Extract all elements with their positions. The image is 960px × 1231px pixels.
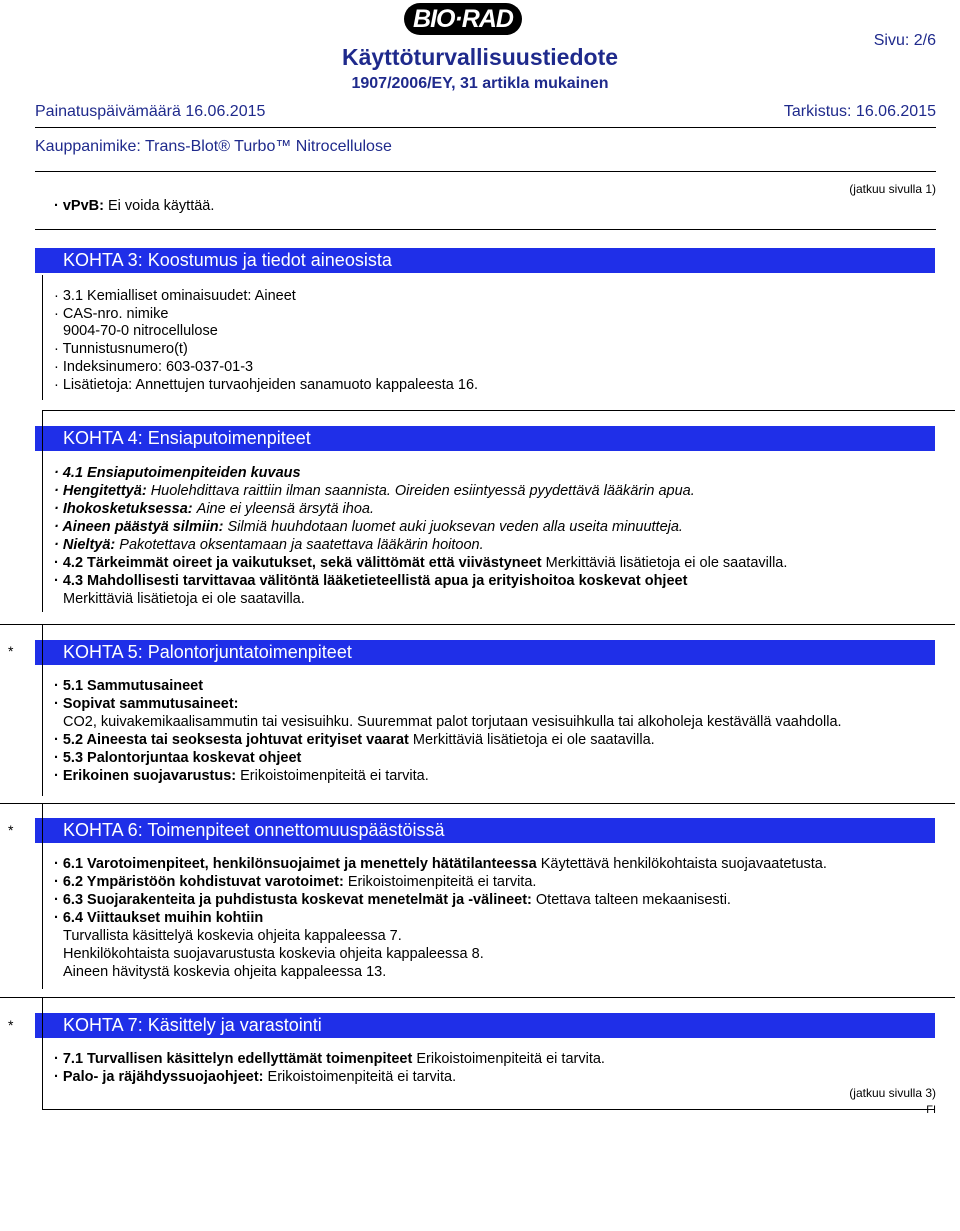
s7-line-2 [54, 1068, 456, 1086]
s3-line-1: · 3.1 Kemialliset ominaisuudet: Aineet [54, 288, 296, 304]
s3-line-5 [54, 358, 253, 376]
s4-heading-4-1: · 4.1 Ensiaputoimenpiteiden kuvaus [54, 465, 301, 481]
s3-cas-value: 9004-70-0 nitrocellulose [63, 323, 218, 339]
s7-change-marker: * [8, 1017, 14, 1033]
s3-line-6 [54, 376, 478, 394]
s6-line-3 [54, 891, 731, 909]
s3-info-value: Annettujen turvaohjeiden sanamuoto kappaleesta 16. [135, 377, 479, 393]
s6-6-3-text: Otettava talteen mekaanisesti. [535, 892, 731, 908]
s4-eyes-text: Silmiä huuhdotaan luomet auki juoksevan veden alla useita minuutteja. [227, 519, 683, 535]
footer-divider [42, 1109, 935, 1110]
s4-line-1 [54, 464, 301, 482]
vpvb-line [54, 197, 214, 215]
s6-line-6: Henkilökohtaista suojavarustusta koskevia ohjeita kappaleessa 8. [63, 946, 484, 962]
s7-7-1-label: · 7.1 Turvallisen käsittelyn edellyttämät toimenpiteet [54, 1051, 413, 1067]
section-5-header: KOHTA 5: Palontorjuntatoimenpiteet [35, 640, 935, 665]
s3-index-label: · Indeksinumero: [54, 359, 162, 375]
s5-line-4 [54, 731, 655, 749]
s5-heading-5-1: · 5.1 Sammutusaineet [54, 678, 204, 694]
s5-line-1 [54, 677, 203, 695]
s7-line-1 [54, 1050, 605, 1068]
s7-7-1-text: Erikoistoimenpiteitä ei tarvita. [416, 1051, 605, 1067]
s4-swallowed-text: Pakotettava oksentamaan ja saatettava lääkärin hoitoon. [119, 537, 484, 553]
s5-line-6 [54, 767, 429, 785]
s5-line-3: CO2, kuivakemikaalisammutin tai vesisuihku. Suuremmat palot torjutaan vesisuihkulla tai alkoholeja kestävällä vaahdolla. [63, 714, 842, 730]
s6-line-7: Aineen hävitystä koskevia ohjeita kappaleessa 13. [63, 964, 387, 980]
header-divider [35, 127, 936, 128]
s3-line-4: · Tunnistusnumero(t) [54, 341, 188, 357]
page-number: Sivu: 2/6 [873, 32, 936, 49]
s5-5-2-text: Merkittäviä lisätietoja ei ole saatavilla. [412, 732, 655, 748]
s5-heading-5-3: · 5.3 Palontorjuntaa koskevat ohjeet [54, 750, 302, 766]
s5-suitable-label: · Sopivat sammutusaineet: [54, 696, 239, 712]
s6-heading-6-4: · 6.4 Viittaukset muihin kohtiin [54, 910, 264, 926]
s6-6-3-label: · 6.3 Suojarakenteita ja puhdistusta koskevat menetelmät ja -välineet: [54, 892, 532, 908]
top-divider [35, 229, 936, 230]
s4-line-5 [54, 536, 484, 554]
continued-from: (jatkuu sivulla 1) [849, 182, 936, 196]
s6-change-marker: * [8, 822, 14, 838]
s5-equipment-label: · Erikoinen suojavarustus: [54, 768, 237, 784]
s4-line-3 [54, 500, 374, 518]
s3-line-3 [54, 322, 218, 340]
s4-4-2-label: · 4.2 Tärkeimmät oireet ja vaikutukset, sekä välittömät että viivästyneet [54, 555, 542, 571]
product-name: Kauppanimike: Trans-Blot® Turbo™ Nitrocellulose [35, 138, 392, 155]
s4-line-8: Merkittäviä lisätietoja ei ole saatavilla. [63, 591, 305, 607]
s5-equipment-text: Erikoistoimenpiteitä ei tarvita. [240, 768, 429, 784]
s4-skin-label: · Ihokosketuksessa: [54, 501, 193, 517]
revision-date: Tarkistus: 16.06.2015 [783, 103, 936, 120]
s3-index-value: 603-037-01-3 [166, 359, 254, 375]
s6-line-4 [54, 909, 263, 927]
s4-4-2-text: Merkittäviä lisätietoja ei ole saatavilla. [545, 555, 788, 571]
s4-eyes-label: · Aineen päästyä silmiin: [54, 519, 224, 535]
s5-5-2-label: · 5.2 Aineesta tai seoksesta johtuvat erityiset vaarat [54, 732, 409, 748]
s6-6-1-text: Käytettävä henkilökohtaista suojavaatetusta. [540, 856, 827, 872]
s5-line-5 [54, 749, 301, 767]
s4-inhaled-label: · Hengitettyä: [54, 483, 147, 499]
s4-line-7 [54, 572, 687, 590]
s4-line-2 [54, 482, 695, 500]
s7-fire-label: · Palo- ja räjähdyssuojaohjeet: [54, 1069, 264, 1085]
s5-line-2 [54, 695, 239, 713]
s6-line-2 [54, 873, 536, 891]
vpvb-text: Ei voida käyttää. [108, 198, 215, 214]
s3-info-label: · Lisätietoja: [54, 377, 133, 393]
s4-inhaled-text: Huolehdittava raittiin ilman saannista. Oireiden esiintyessä pyydettävä lääkärin apua. [150, 483, 695, 499]
section-7-header: KOHTA 7: Käsittely ja varastointi [35, 1013, 935, 1038]
section-6-header: KOHTA 6: Toimenpiteet onnettomuuspäästöissä [35, 818, 935, 843]
document-subtitle: 1907/2006/EY, 31 artikla mukainen [351, 75, 609, 92]
section-3-header: KOHTA 3: Koostumus ja tiedot aineosista [35, 248, 935, 273]
s6-line-1 [54, 855, 827, 873]
s4-swallowed-label: · Nieltyä: [54, 537, 116, 553]
s4-line-4 [54, 518, 683, 536]
s3-line-2: · CAS-nro. nimike [54, 306, 169, 322]
s4-skin-text: Aine ei yleensä ärsytä ihoa. [196, 501, 374, 517]
s5-change-marker: * [8, 643, 14, 659]
product-divider [35, 171, 936, 172]
print-date: Painatuspäivämäärä 16.06.2015 [35, 103, 266, 120]
s6-6-1-label: · 6.1 Varotoimenpiteet, henkilönsuojaimet ja menettely hätätilanteessa [54, 856, 537, 872]
section-4-header: KOHTA 4: Ensiaputoimenpiteet [35, 426, 935, 451]
vpvb-label: · vPvB: [54, 198, 104, 214]
s6-6-2-text: Erikoistoimenpiteitä ei tarvita. [347, 874, 537, 890]
s6-6-2-label: · 6.2 Ympäristöön kohdistuvat varotoimet: [54, 874, 344, 890]
language-code: FI [926, 1104, 936, 1116]
s4-line-6 [54, 554, 787, 572]
s7-fire-text: Erikoistoimenpiteitä ei tarvita. [267, 1069, 457, 1085]
continued-to: (jatkuu sivulla 3) [849, 1086, 936, 1100]
s4-heading-4-3: · 4.3 Mahdollisesti tarvittavaa välitöntä lääketieteellistä apua ja erityishoitoa koskevat ohjeet [54, 573, 688, 589]
document-title: Käyttöturvallisuustiedote [341, 44, 619, 70]
s6-line-5: Turvallista käsittelyä koskevia ohjeita kappaleessa 7. [63, 928, 402, 944]
bio-rad-logo: BIO·RAD [404, 3, 522, 35]
